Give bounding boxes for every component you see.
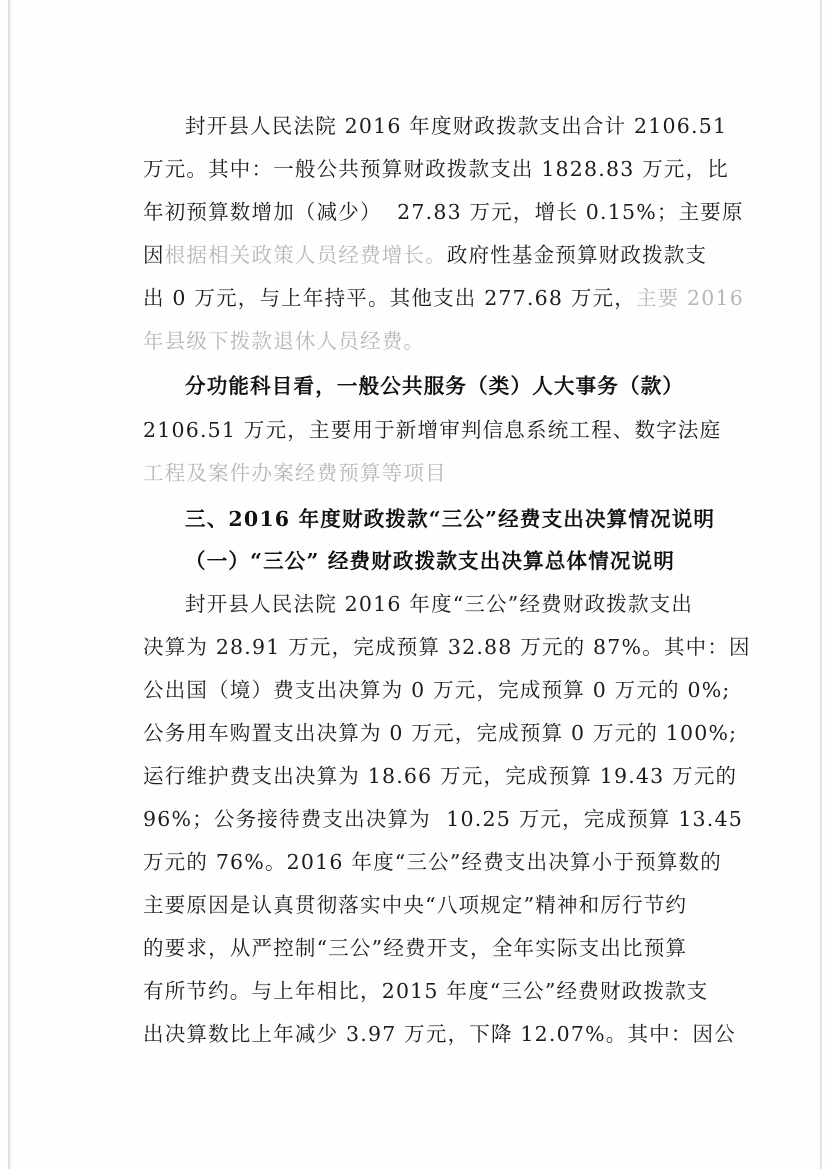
text-segment: 政府性基金预算财政拨款支	[446, 243, 708, 267]
scan-border-right	[820, 0, 822, 1169]
text-line-faded: 工程及案件办案经费预算等项目	[143, 461, 447, 485]
text-line: 主要原因是认真贯彻落实中央“八项规定”精神和厉行节约	[143, 893, 688, 917]
text-segment-faded: 主要 2016	[635, 286, 745, 310]
text-line	[143, 284, 744, 312]
text-line: 年初预算数增加（减少） 27.83 万元，增长 0.15%；主要原	[143, 200, 744, 224]
text-segment: 出 0 万元，与上年持平。其他支出 277.68 万元，	[143, 286, 636, 310]
text-line: 封开县人民法院 2016 年度“三公”经费财政拨款支出	[185, 592, 694, 616]
text-segment-faded: 根据相关政策人员经费增长。	[164, 243, 447, 267]
text-segment: 因	[143, 243, 165, 267]
text-line: 公务用车购置支出决算为 0 万元，完成预算 0 万元的 100%;	[143, 721, 738, 745]
text-line: 分功能科目看，一般公共服务（类）人大事务（款）	[185, 374, 685, 398]
text-line-faded: 年县级下拨款退休人员经费。	[143, 329, 426, 353]
text-line: 2106.51 万元，主要用于新增审判信息系统工程、数字法庭	[143, 418, 722, 442]
text-line: 公出国（境）费支出决算为 0 万元，完成预算 0 万元的 0%;	[143, 678, 731, 702]
text-line: 96%；公务接待费支出决算为 10.25 万元，完成预算 13.45	[143, 807, 744, 831]
section-heading: 三、2016 年度财政拨款“三公”经费支出决算情况说明	[185, 507, 716, 531]
text-line: 万元。其中：一般公共预算财政拨款支出 1828.83 万元，比	[143, 157, 730, 181]
text-line: 运行维护费支出决算为 18.66 万元，完成预算 19.43 万元的	[143, 764, 738, 788]
scan-border-left	[8, 0, 11, 1169]
text-line: 的要求，从严控制“三公”经费开支，全年实际支出比预算	[143, 936, 688, 960]
text-line: 有所节约。与上年相比，2015 年度“三公”经费财政拨款支	[143, 979, 709, 1003]
text-line: 封开县人民法院 2016 年度财政拨款支出合计 2106.51	[185, 114, 728, 138]
text-line	[143, 241, 707, 269]
text-line: 出决算数比上年减少 3.97 万元，下降 12.07%。其中：因公	[143, 1022, 736, 1046]
text-line: 决算为 28.91 万元，完成预算 32.88 万元的 87%。其中：因	[143, 635, 751, 659]
text-line: 万元的 76%。2016 年度“三公”经费支出决算小于预算数的	[143, 850, 722, 874]
subsection-heading: （一）“三公” 经费财政拨款支出决算总体情况说明	[185, 549, 676, 573]
